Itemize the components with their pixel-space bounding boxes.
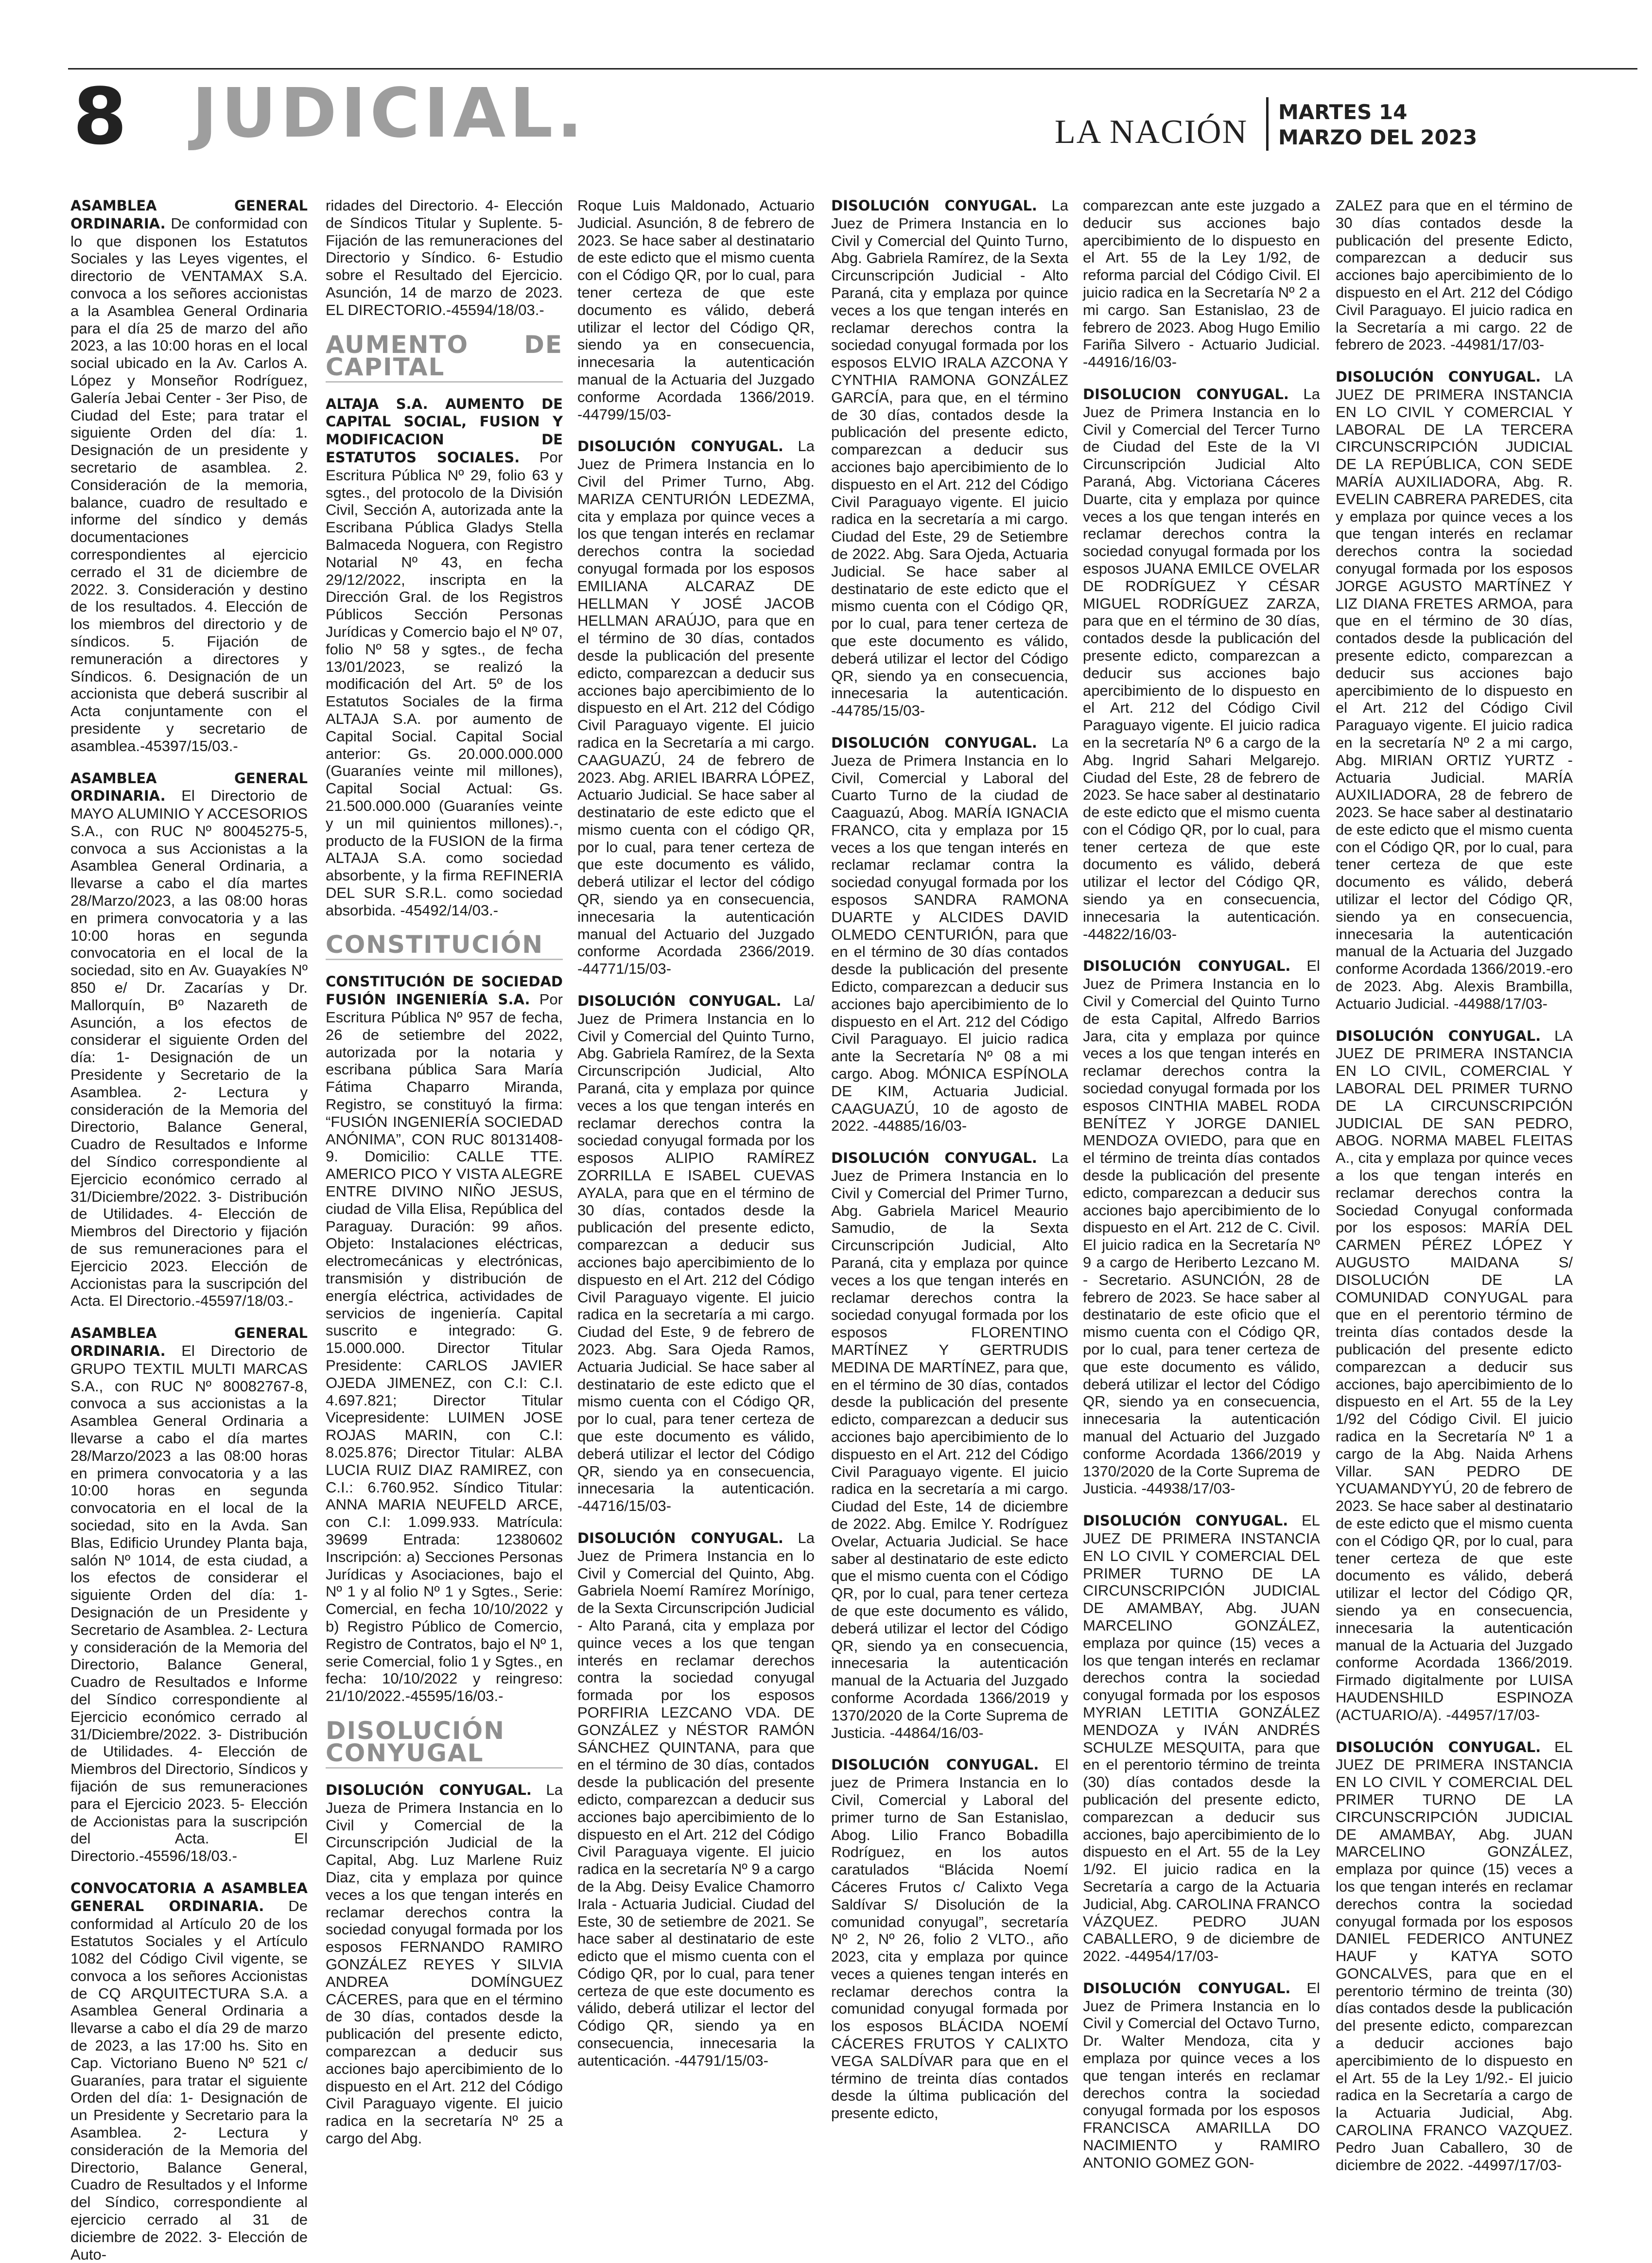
notice-body: Por Escritura Pública Nº 29, folio 63 y sgtes., del protocolo de la División Civil, Sección A, autorizada ante la Escribana Pública Gladys Stella Balmaceda Noguera, con Registro Notarial Nº 43, en fecha 29/12/2022, inscripta en la Dirección Gral. de los Registros Públicos Sección Personas Jurídicas y Comercio bajo el Nº 07, folio Nº 58 y sgtes., de fecha 13/01/2023, se realizó la modificación del Art. 5º de los Estatutos Sociales de la firma ALTAJA S.A. por aumento de Capital Social. Capital Social anterior: Gs. 20.000.000.000 (Guaraníes veinte mil millones), Capital Social Actual: Gs. 21.500.000.000 (Guaraníes veinte y un mil quinientos millones).-, producto de la FUSION de la firma ALTAJA S.A. como sociedad absorbente, y la firma REFINERIA DEL SUR S.R.L. como sociedad absorbida. -45492/14/03.- — [326, 448, 563, 919]
notice-body: De conformidad con lo que disponen los Estatutos Sociales y las Leyes vigentes, el directorio de VENTAMAX S.A. convoca a los señores accionistas a la Asamblea General Ordinaria para el día 25 de marzo del año 2023, a las 10:00 horas en el local social ubicado en la Av. Carlos A. López y Monseñor Rodríguez, Galería Jebai Center - 3er Piso, de Ciudad del Este; para tratar el siguiente Orden del día: 1. Designación de un presidente y secretario de asamblea. 2. Consideración de la memoria, balance, cuadro de resultado e informe del síndico y demás documentaciones correspondientes al ejercicio cerrado el 31 de diciembre de 2022. 3. Consideración y destino de los resultados. 4. Elección de los miembros del directorio y de síndicos. 5. Fijación de remuneración a directores y Síndicos. 6. Designación de un accionista que deberá suscribir al Acta conjuntamente con el presidente y secretario de asamblea.-45397/15/03.- — [70, 214, 308, 754]
notice-body: El Juez de Primera Instancia en lo Civil y Comercial del Quinto Turno de esta Capital, Alfredo Barrios Jara, cita y emplaza por quince veces a los que tengan interés en reclamar derechos contra la sociedad conyugal formada por los esposos CINTHIA MABEL RODA BENÍTEZ Y JORGE DANIEL MENDOZA OVIEDO, para que en el término de treinta días contados desde la publicación del presente edicto, comparezcan a deducir sus acciones bajo apercibimiento de lo dispuesto en el Art. 212 de C. Civil. El juicio radica en la Secretaría Nº 9 a cargo de Heriberto Lezcano M. - Secretario. ASUNCIÓN, 28 de febrero de 2023. Se hace saber al destinatario de este oficio que el mismo cuenta con el Código QR, por lo cual, para tener certeza de que este documento es válido, deberá utilizar el lector del Código QR, siendo ya en consecuencia, innecesaria la autenticación manual del Actuario del Juzgado conforme Acordada 1366/2019 y 1370/2020 de la Corte Suprema de Justicia. -44938/17/03- — [1083, 957, 1320, 1497]
notice-title: DISOLUCIÓN CONYUGAL. — [577, 993, 782, 1010]
category-heading-disolucion: DISOLUCIÓN CONYUGAL — [326, 1719, 563, 1769]
issue-date-month: MARZO DEL 2023 — [1278, 125, 1478, 149]
notice — [70, 1879, 308, 2263]
notice-title: DISOLUCIÓN CONYUGAL. — [577, 1529, 783, 1546]
notice-title: DISOLUCIÓN CONYUGAL. — [577, 438, 783, 455]
notice-title: CONSTITUCIÓN DE SOCIEDAD FUSIÓN INGENIERÍA S.A. — [326, 973, 563, 1008]
column-6 — [1336, 197, 1573, 2174]
notice-body: La Juez de Primera Instancia en lo Civil y Comercial del Quinto Turno, Abg. Gabriela Ramírez, de la Sexta Circunscripción Judicial - Alto Paraná, cita y emplaza por quince veces a los que tengan interés en reclamar derechos contra la sociedad conyugal formada por los esposos ELVIO IRALA AZCONA Y CYNTHIA RAMONA GONZÁLEZ GARCÍA, para que, en el término de 30 días, contados desde la publicación del presente edicto, comparezcan a deducir sus acciones bajo apercibimiento de lo dispuesto en el Art. 212 del Código Civil Paraguayo vigente. El juicio radica en la secretaría a mi cargo. Ciudad del Este, 29 de Setiembre de 2022. Abg. Sara Ojeda, Actuaria Judicial. Se hace saber al destinatario de este edicto que el mismo cuenta con el Código QR, por lo cual, para tener certeza de que este documento es válido, deberá utilizar el lector del Código QR, siendo ya en consecuencia, innecesaria la autenticación. -44785/15/03- — [831, 197, 1068, 719]
notice-continuation: Roque Luis Maldonado, Actuario Judicial. Asunción, 8 de febrero de 2023. Se hace saber al destinatario de este edicto que el mismo cuenta con el Código QR, por lo cual, para tener certeza de que este documento es válido, deberá utilizar el lector del Código QR, siendo ya en consecuencia, innecesaria la autenticación manual de la Actuaria del Juzgado conforme Acordada 1366/2019. -44799/15/03- — [577, 197, 815, 423]
notice-body: El juez de Primera Instancia en lo Civil, Comercial y Laboral del primer turno de San Estanislao, Abog. Lilio Franco Bobadilla Rodríguez, en los autos caratulados “Blácida Noemí Cáceres Frutos c/ Calixto Vega Saldívar S/ Disolución de la comunidad conyugal”, secretaría Nº 2, Nº 26, folio 2 VLTO., año 2023, cita y emplaza por quince veces a quienes tengan interés en reclamar derechos contra la comunidad conyugal formada por los esposos BLÁCIDA NOEMÍ CÁCERES FRUTOS Y CALIXTO VEGA SALDÍVAR para que en el término de treinta días contados desde la última publicación del presente edicto, — [831, 1756, 1068, 2122]
notice — [831, 197, 1068, 719]
section-title: JUDICIAL. — [192, 74, 587, 153]
notice-title: DISOLUCIÓN CONYUGAL. — [831, 1150, 1037, 1167]
notice-body: Por Escritura Pública Nº 957 de fecha, 26 de setiembre del 2022, autorizada por la notaria y escribana pública Sara María Fátima Chaparro Miranda, Registro, se constituyó la firma: “FUSIÓN INGENIERÍA SOCIEDAD ANÓNIMA”, CON RUC 80131408-9. Domicilio: CALLE TTE. AMERICO PICO Y VISTA ALEGRE ENTRE DIVINO NIÑO JESUS, ciudad de Villa Elisa, República del Paraguay. Duración: 99 años. Objeto: Instalaciones eléctricas, electromecánicas y electrónicas, transmisión y distribución de energía eléctrica, actividades de servicios de ingeniería. Capital suscrito e integrado: G. 15.000.000. Director Titular Presidente: CARLOS JAVIER OJEDA JIMENEZ, con C.I: C.I. 4.697.821; Director Titular Vicepresidente: LUIMEN JOSE ROJAS MARIN, con C.I: 8.025.876; Director Titular: ALBA LUCIA RUIZ DIAZ RAMIREZ, con C.I.: 6.760.952. Síndico Titular: ANNA MARIA NEUFELD ARCE, con C.I: 1.099.933. Matrícula: 39699 Entrada: 12380602 Inscripción: a) Secciones Personas Jurídicas y Asociaciones, bajo el Nº 1 y al folio Nº 1 y Sgtes., Serie: Comercial, en fecha 10/10/2022 y b) Registro Público de Comercio, Registro de Contratos, bajo el Nº 1, serie Comercial, folio 1 y Sgtes., en fecha: 10/10/2022 y reingreso: 21/10/2022.-45595/16/03.- — [326, 991, 563, 1705]
column-5 — [1083, 197, 1320, 2171]
notice-body: La Jueza de Primera Instancia en lo Civil, Comercial y Laboral del Cuarto Turno de la ciudad de Caaguazú, Abog. MARÍA IGNACIA FRANCO, cita y emplaza por 15 veces a los que tengan interés en reclamar reclamar contra la sociedad conyugal formada por los esposos SANDRA RAMONA DUARTE y ALCIDES DAVID OLMEDO CENTURIÓN, para que en el término de 30 días contados desde la publicación del presente Edicto, comparezcan a deducir sus acciones bajo apercibimiento de lo dispuesto en el Art. 212 del Código Civil Paraguayo. El juicio radica ante la Secretaría Nº 08 a mi cargo. Abog. MÓNICA ESPÍNOLA DE KIM, Actuaria Judicial. CAAGUAZÚ, 10 de agosto de 2022. -44885/16/03- — [831, 734, 1068, 1135]
notice — [1083, 957, 1320, 1497]
header-divider — [1266, 97, 1269, 151]
notice — [577, 992, 815, 1515]
notice-title: DISOLUCIÓN CONYUGAL. — [1336, 1738, 1541, 1755]
column-4 — [831, 197, 1068, 2122]
category-heading-aumento: AUMENTO DE CAPITAL — [326, 333, 563, 383]
notice — [1083, 386, 1320, 943]
notice-body: La Jueza de Primera Instancia en lo Civil y Comercial de la Circunscripción Judicial de la Capital, Abg. Luz Marlene Ruiz Diaz, cita y emplaza por quince veces a los que tengan interés en reclamar derechos contra la sociedad conyugal formada por los esposos FERNANDO RAMIRO GONZÁLEZ REYES Y SILVIA ANDREA DOMÍNGUEZ CÁCERES, para que en el término de 30 días, contados desde la publicación del presente edicto, comparezcan a deducir sus acciones bajo apercibimiento de lo dispuesto en el Art. 212 del Código Civil Paraguayo vigente. El juicio radica en la secretaría Nº 25 a cargo del Abg. — [326, 1781, 563, 2147]
notice-title: DISOLUCIÓN CONYUGAL. — [831, 1756, 1039, 1773]
notice — [831, 1149, 1068, 1741]
notice-title: ASAMBLEA GENERAL ORDINARIA. — [70, 770, 308, 805]
notice-body: EL JUEZ DE PRIMERA INSTANCIA EN LO CIVIL Y COMERCIAL DEL PRIMER TURNO DE LA CIRCUNSCRIPCIÓN JUDICIAL DE AMAMBAY, Abg. JUAN MARCELINO GONZÁLEZ, emplaza por quince (15) veces a los que tengan interés en reclamar derechos contra la sociedad conyugal formada por los esposos MYRIAN LETITIA GONZÁLEZ MENDOZA y IVÁN ANDRÉS SCHULZE MESQUITA, para que en el perentorio término de treinta (30) días contados desde la publicación del presente edicto, comparezcan a deducir sus acciones, bajo apercibimiento de lo dispuesto en el Art. 55 de la Ley 1/92. El juicio radica en la Secretaría a cargo de la Actuaria Judicial, Abg. CAROLINA FRANCO VÁZQUEZ. PEDRO JUAN CABALLERO, 9 de diciembre de 2022. -44954/17/03- — [1083, 1512, 1320, 1965]
notice-body: LA JUEZ DE PRIMERA INSTANCIA EN LO CIVIL, COMERCIAL Y LABORAL DEL PRIMER TURNO DE LA CIRCUNSCRIPCIÓN JUDICIAL DE SAN PEDRO, ABOG. NORMA MABEL FLEITAS A., cita y emplaza por quince veces a los que tengan interés en reclamar derechos contra la Sociedad Conyugal conformada por los esposos: MARÍA DEL CARMEN PÉREZ LÓPEZ Y AUGUSTO MAIDANA S/ DISOLUCIÓN DE LA COMUNIDAD CONYUGAL para que en el perentorio término de treinta días contados desde la publicación del presente edicto comparezcan a deducir sus acciones, bajo apercibimiento de lo dispuesto en el Art. 55 de la Ley 1/92 del Código Civil. El juicio radica en la Secretaría Nº 1 a cargo de la Abg. Naida Arhens Villar. SAN PEDRO DE YCUAMANDYYÚ, 20 de febrero de 2023. Se hace saber al destinatario de este edicto que el mismo cuenta con el Código QR, por lo cual, para tener certeza de que este documento es válido, deberá utilizar el lector del Código QR, siendo ya en consecuencia, innecesaria la autenticación manual de la Actuaria del Juzgado conforme Acordada 1366/2019. Firmado digitalmente por LUISA HAUDENSHILD ESPINOZA (ACTUARIO/A). -44957/17/03- — [1336, 1027, 1573, 1723]
notice-body: La Juez de Primera Instancia en lo Civil del Primer Turno, Abg. MARIZA CENTURIÓN LEDEZMA, cita y emplaza por quince veces a los que tengan interés en reclamar derechos contra la sociedad conyugal formada por los esposos EMILIANA ALCARAZ DE HELLMAN Y JOSÉ JACOB HELLMAN ARAÚJO, para que en el término de 30 días, contados desde la publicación del presente edicto, comparezcan a deducir sus acciones bajo apercibimiento de lo dispuesto en el Art. 212 del Código Civil Paraguayo vigente. El juicio radica en la Secretaría a mi cargo. CAAGUAZÚ, 24 de febrero de 2023. Abg. ARIEL IBARRA LÓPEZ, Actuario Judicial. Se hace saber al destinatario de este edicto que el mismo cuenta con el código QR, por lo cual, para tener certeza de que este documento es válido, deberá utilizar el lector del código QR, siendo ya en consecuencia, innecesaria la autenticación manual del Actuario del Juzgado conforme Acordada 2366/2019. -44771/15/03- — [577, 438, 815, 978]
column-2 — [326, 197, 563, 2147]
header-rule — [68, 68, 1637, 70]
notice — [70, 770, 308, 1310]
notice-body: La Juez de Primera Instancia en lo Civil y Comercial del Primer Turno, Abg. Gabriela Maricel Meaurio Samudio, de la Sexta Circunscripción Judicial, Alto Paraná, cita y emplaza por quince veces a los que tengan interés en reclamar derechos contra la sociedad conyugal formada por los esposos FLORENTINO MARTÍNEZ Y GERTRUDIS MEDINA DE MARTÍNEZ, para que, en el término de 30 días, contados desde la publicación del presente edicto, comparezcan a deducir sus acciones bajo apercibimiento de lo dispuesto en el Art. 212 del Código Civil Paraguayo vigente. El juicio radica en la secretaría a mi cargo. Ciudad del Este, 14 de diciembre de 2022. Abg. Emilce Y. Rodríguez Ovelar, Actuaria Judicial. Se hace saber al destinatario de este edicto que el mismo cuenta con el Código QR, por lo cual, para tener certeza de que este documento es válido, deberá utilizar el lector del Código QR, siendo ya en consecuencia, innecesaria la autenticación manual de la Actuaria del Juzgado conforme Acordada 1366/2019 y 1370/2020 de la Corte Suprema de Justicia. -44864/16/03- — [831, 1149, 1068, 1741]
notice — [326, 395, 563, 919]
notice — [577, 438, 815, 978]
notice-body: De conformidad al Artículo 20 de los Estatutos Sociales y el Artículo 1082 del Código Civil vigente, se convoca a los señores Accionistas de CQ ARQUITECTURA S.A. a Asamblea General Ordinaria a llevarse a cabo el día 29 de marzo de 2023, a las 17:00 hs. Sito en Cap. Victoriano Bueno Nº 521 c/ Guaraníes, para tratar el siguiente Orden del día: 1- Designación de un Presidente y Secretario para la Asamblea. 2- Lectura y consideración de la Memoria del Directorio, Balance General, Cuadro de Resultados y el Informe del Síndico, correspondiente al ejercicio cerrado al 31 de diciembre de 2022. 3- Elección de Auto- — [70, 1897, 308, 2263]
notice — [70, 1324, 308, 1865]
notice-title: CONVOCATORIA A ASAMBLEA GENERAL ORDINARIA. — [70, 1879, 308, 1914]
notice — [577, 1529, 815, 2070]
issue-date-day: MARTES 14 — [1278, 100, 1408, 124]
notice-title: DISOLUCION CONYUGAL. — [1083, 386, 1289, 403]
notice-title: ASAMBLEA GENERAL ORDINARIA. — [70, 197, 308, 232]
notice — [831, 734, 1068, 1135]
notice-title: DISOLUCIÓN CONYUGAL. — [1083, 1512, 1288, 1529]
notice-title: ASAMBLEA GENERAL ORDINARIA. — [70, 1325, 308, 1359]
notice-body: LA JUEZ DE PRIMERA INSTANCIA EN LO CIVIL Y COMERCIAL Y LABORAL DE LA TERCERA CIRCUNSCRIPCIÓN JUDICIAL DE LA REPÚBLICA, CON SEDE MARÍA AUXILIADORA, Abg. R. EVELIN CABRERA PAREDES, cita y emplaza por quince veces a los que tengan interés en reclamar derechos contra la sociedad conyugal formada por los esposos JORGE AGUSTO MARTÍNEZ Y LIZ DIANA FRETES ARMOA, para que en el término de 30 días, contados desde la publicación del presente edicto, comparezcan a deducir sus acciones bajo apercibimiento de lo dispuesto en el Art. 212 del Código Civil Paraguayo vigente. El juicio radica en la secretaría Nº 2 a mi cargo, Abg. MIRIAN ORTIZ YURTZ - Actuaria Judicial. MARÍA AUXILIADORA, 28 de febrero de 2023. Se hace saber al destinatario de este edicto que el mismo cuenta con el Código QR, por lo cual, para tener certeza de que este documento es válido, deberá utilizar el lector del Código QR, siendo ya en consecuencia, innecesaria la autenticación manual de la Actuaria del Juzgado conforme Acordada 1366/2019.-ero de 2023. Abg. Alexis Brambilla, Actuario Judicial. -44988/17/03- — [1336, 368, 1573, 1012]
notice-title: DISOLUCIÓN CONYUGAL. — [1083, 958, 1291, 975]
notice-title: DISOLUCIÓN CONYUGAL. — [1083, 1980, 1291, 1997]
notice-body: El Directorio de MAYO ALUMINIO Y ACCESORIOS S.A., con RUC Nº 80045275-5, convoca a sus Accionistas a la Asamblea General Ordinaria, a llevarse a cabo el día martes 28/Marzo/2023, a las 08:00 horas en primera convocatoria y a las 10:00 horas en segunda convocatoria en el local de la sociedad, sito en Av. Guayakíes Nº 850 e/ Dr. Zacarías y Dr. Mallorquín, Bº Nazareth de Asunción, a los efectos de considerar el siguiente Orden del día: 1- Designación de un Presidente y Secretario de la Asamblea. 2- Lectura y consideración de la Memoria del Directorio, Balance General, Cuadro de Resultados e Informe del Síndico correspondiente al Ejercicio económico cerrado al 31/Diciembre/2022. 3- Distribución de Utilidades. 4- Elección de Miembros del Directorio y fijación de sus remuneraciones para el Ejercicio 2023. Elección de Accionistas para la suscripción del Acta. El Directorio.-45597/18/03.- — [70, 787, 308, 1310]
notice-title: DISOLUCIÓN CONYUGAL. — [831, 197, 1037, 214]
notice-title: DISOLUCIÓN CONYUGAL. — [326, 1781, 532, 1798]
notice-body: La Juez de Primera Instancia en lo Civil y Comercial del Quinto, Abg. Gabriela Noemí Ramírez Morínigo, de la Sexta Circunscripción Judicial - Alto Paraná, cita y emplaza por quince veces a los que tengan interés en reclamar derechos contra la sociedad conyugal formada por los esposos PORFIRIA LEZCANO VDA. DE GONZÁLEZ y NÉSTOR RAMÓN SÁNCHEZ QUINTANA, para que en el término de 30 días, contados desde la publicación del presente edicto, comparezcan a deducir sus acciones bajo apercibimiento de lo dispuesto en el Art. 212 del Código Civil Paraguaya vigente. El juicio radica en la secretaría Nº 9 a cargo de la Abg. Deisy Evalice Chamorro Irala - Actuaria Judicial. Ciudad del Este, 30 de setiembre de 2021. Se hace saber al destinatario de este edicto que el mismo cuenta con el Código QR, por lo cual, para tener certeza de que este documento es válido, deberá utilizar el lector del Código QR, siendo ya en consecuencia, innecesaria la autenticación. -44791/15/03- — [577, 1529, 815, 2069]
notice-title: DISOLUCIÓN CONYUGAL. — [1336, 368, 1541, 386]
notice-title: ALTAJA S.A. AUMENTO DE CAPITAL SOCIAL, FUSION Y MODIFICACION DE ESTATUTOS SOCIALES. — [326, 395, 563, 466]
notice — [831, 1756, 1068, 2122]
notice-body: EL JUEZ DE PRIMERA INSTANCIA EN LO CIVIL Y COMERCIAL DEL PRIMER TURNO DE LA CIRCUNSCRIPCIÓN JUDICIAL DE AMAMBAY, Abg. JUAN MARCELINO GONZÁLEZ, emplaza por quince (15) veces a los que tengan interés en reclamar derechos contra la sociedad conyugal formada por los esposos DANIEL FEDERICO ANTUNEZ HAUF y KATYA SOTO GONCALVES, para que en el perentorio término de treinta (30) días contados desde la publicación del presente edicto, comparezcan a deducir acciones bajo apercibimiento de lo dispuesto en el Art. 55 de la Ley 1/92.- El juicio radica en la Secretaría a cargo de la Actuaria Judicial, Abg. CAROLINA FRANCO VAZQUEZ. Pedro Juan Caballero, 30 de diciembre de 2022. -44997/17/03- — [1336, 1738, 1573, 2174]
category-heading-constitucion: CONSTITUCIÓN — [326, 933, 563, 960]
issue-date — [1278, 100, 1477, 150]
notice-body: El Juez de Primera Instancia en lo Civil y Comercial del Octavo Turno, Dr. Walter Mendoza, cita y emplaza por quince veces a los que tengan interés en reclamar derechos contra la sociedad conyugal formada por los esposos FRANCISCA AMARILLA DO NACIMIENTO y RAMIRO ANTONIO GOMEZ GON- — [1083, 1979, 1320, 2171]
notice-body: La Juez de Primera Instancia en lo Civil y Comercial del Tercer Turno de Ciudad del Este de la VI Circunscripción Judicial Alto Paraná, Abg. Victoriana Cáceres Duarte, cita y emplaza por quince veces a los que tengan interés en reclamar derechos contra la sociedad conyugal formada por los esposos JUANA EMILCE OVELAR DE RODRÍGUEZ Y CÉSAR MIGUEL RODRÍGUEZ ZARZA, para que en el término de 30 días, contados desde la publicación del presente edicto, comparezcan a deducir sus acciones bajo apercibimiento de lo dispuesto en el Art. 212 del Código Civil Paraguayo vigente. El juicio radica en la secretaría Nº 6 a cargo de la Abg. Ingrid Sahari Melgarejo. Ciudad del Este, 28 de febrero de 2023. Se hace saber al destinatario de este edicto que el mismo cuenta con el Código QR, por lo cual, para tener certeza de que este documento es válido, deberá utilizar el lector del Código QR, siendo ya en consecuencia, innecesaria la autenticación. -44822/16/03- — [1083, 385, 1320, 943]
notice — [326, 1781, 563, 2147]
notice — [70, 197, 308, 755]
notice — [1336, 368, 1573, 1012]
notice — [1083, 1980, 1320, 2172]
notice-body: El Directorio de GRUPO TEXTIL MULTI MARCAS S.A., con RUC Nº 80082767-8, convoca a sus accionistas a la Asamblea General Ordinaria a llevarse a cabo el día martes 28/Marzo/2023 a las 08:00 horas en primera convocatoria y a las 10:00 horas en segunda convocatoria en el local de la sociedad, sito en la Avda. San Blas, Edificio Urundey Planta baja, salón Nº 1014, de esta ciudad, a los efectos de considerar el siguiente Orden del día: 1- Designación de un Presidente y Secretario de Asamblea. 2- Lectura y consideración de la Memoria del Directorio, Balance General, Cuadro de Resultados e Informe del Síndico correspondiente al Ejercicio económico cerrado al 31/Diciembre/2022. 3- Distribución de Utilidades. 4- Elección de Miembros del Directorio, Síndicos y fijación de sus remuneraciones para el Ejercicio 2023. 5- Elección de Accionistas para la suscripción del Acta. El Directorio.-45596/18/03.- — [70, 1342, 308, 1865]
notice — [1336, 1027, 1573, 1724]
notice-continuation: ridades del Directorio. 4- Elección de Síndicos Titular y Suplente. 5- Fijación de las remuneraciones del Directorio y Síndico. 6- Estudio sobre el Resultado del Ejercicio. Asunción, 14 de marzo de 2023. EL DIRECTORIO.-45594/18/03.- — [326, 197, 563, 318]
notice-continuation: ZALEZ para que en el término de 30 días contados desde la publicación del presente Edicto, comparezcan a deducir sus acciones bajo apercibimiento de lo dispuesto en el Art. 212 del Código Civil Paraguayo. El juicio radica en la Secretaría a mi cargo. 22 de febrero de 2023. -44981/17/03- — [1336, 197, 1573, 353]
notice — [326, 973, 563, 1704]
notice-body: La/ Juez de Primera Instancia en lo Civil y Comercial del Quinto Turno, Abg. Gabriela Ramírez, de la Sexta Circunscripción Judicial, Alto Paraná, cita y emplaza por quince veces a los que tengan interés en reclamar derechos contra la sociedad conyugal formada por los esposos ALIPIO RAMÍREZ ZORRILLA E ISABEL CUEVAS AYALA, para que en el término de 30 días, contados desde la publicación del presente edicto, comparezcan a deducir sus acciones bajo apercibimiento de lo dispuesto en el Art. 212 del Código Civil Paraguayo vigente. El juicio radica en la secretaría a mi cargo. Ciudad del Este, 9 de febrero de 2023. Abg. Sara Ojeda Ramos, Actuaria Judicial. Se hace saber al destinatario de este edicto que el mismo cuenta con el Código QR, por lo cual, para tener certeza de que este documento es válido, deberá utilizar el lector del Código QR, siendo ya en consecuencia, innecesaria la autenticación. -44716/15/03- — [577, 992, 815, 1515]
notice-title: DISOLUCIÓN CONYUGAL. — [1336, 1027, 1541, 1044]
newspaper-logo: LA NACIÓN — [1055, 113, 1248, 151]
notice-continuation: comparezcan ante este juzgado a deducir sus acciones bajo apercibimiento de lo dispuesto en el Art. 55 de la Ley 1/92, de reforma parcial del Código Civil. El juicio radica en la Secretaría Nº 2 a mi cargo. San Estanislao, 23 de febrero de 2023. Abog Hugo Emilio Fariña Silvero - Actuario Judicial. -44916/16/03- — [1083, 197, 1320, 371]
notice — [1336, 1738, 1573, 2174]
page-number: 8 — [73, 71, 127, 162]
notice — [1083, 1512, 1320, 1965]
column-3 — [577, 197, 815, 2083]
column-1 — [70, 197, 308, 2263]
notice-title: DISOLUCIÓN CONYUGAL. — [831, 734, 1037, 751]
